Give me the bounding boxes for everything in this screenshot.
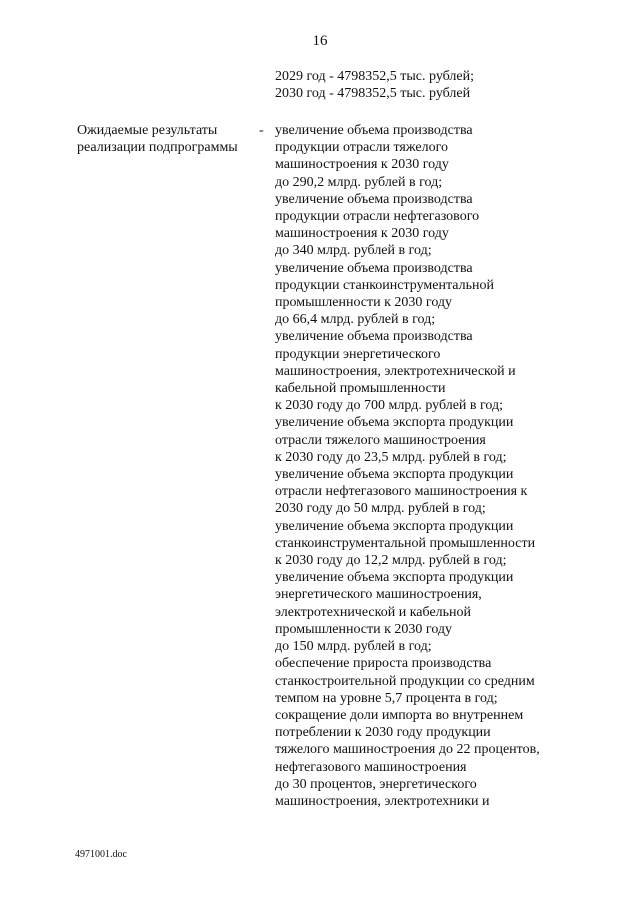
results-line: промышленности к 2030 году <box>275 295 453 311</box>
results-line: до 290,2 млрд. рублей в год; <box>275 174 443 190</box>
funding-line-2029: 2029 год - 4798352,5 тыс. рублей; <box>275 69 475 84</box>
results-label-line: Ожидаемые результаты <box>77 123 218 138</box>
results-line: темпом на уровне 5,7 процента в год; <box>275 690 498 706</box>
results-line: нефтегазового машиностроения <box>275 759 467 775</box>
results-line: увеличение объема экспорта продукции <box>275 415 514 431</box>
results-line: кабельной промышленности <box>275 381 446 397</box>
results-line: увеличение объема производства <box>275 260 473 276</box>
results-line: увеличение объема производства <box>275 191 473 207</box>
page-number: 16 <box>312 33 328 49</box>
results-line: энергетического машиностроения, <box>275 587 482 603</box>
results-line: продукции энергетического <box>275 346 441 362</box>
funding-line-2030: 2030 год - 4798352,5 тыс. рублей <box>275 86 471 102</box>
results-label <box>77 122 247 156</box>
results-line: 2030 году до 50 млрд. рублей в год; <box>275 501 486 517</box>
results-line: отрасли нефтегазового машиностроения к <box>275 484 528 500</box>
results-line: до 340 млрд. рублей в год; <box>275 243 432 259</box>
results-line: продукции станкоинструментальной <box>275 277 494 293</box>
results-line: станкоинструментальной промышленности <box>275 535 536 551</box>
results-line: отрасли тяжелого машиностроения <box>275 432 486 448</box>
results-line: машиностроения к 2030 году <box>275 157 449 173</box>
results-line: продукции отрасли нефтегазового <box>275 209 480 225</box>
results-line: к 2030 году до 12,2 млрд. рублей в год; <box>275 553 507 569</box>
results-line: увеличение объема производства <box>275 329 473 345</box>
results-line: увеличение объема экспорта продукции <box>275 518 514 534</box>
document-filename: 4971001.doc <box>75 849 127 860</box>
results-line: сокращение доли импорта во внутреннем <box>275 707 524 723</box>
results-line: обеспечение прироста производства <box>275 656 492 672</box>
funding-continuation <box>275 68 615 102</box>
results-line: тяжелого машиностроения до 22 процентов, <box>275 742 540 758</box>
results-line: к 2030 году до 700 млрд. рублей в год; <box>275 398 504 414</box>
results-label-line: реализации подпрограммы <box>77 140 238 156</box>
results-line: к 2030 году до 23,5 млрд. рублей в год; <box>275 449 507 465</box>
results-line: станкостроительной продукции со средним <box>275 673 535 689</box>
results-line: увеличение объема экспорта продукции <box>275 570 514 586</box>
results-line: машиностроения, электротехнической и <box>275 363 516 379</box>
results-line: промышленности к 2030 году <box>275 621 453 637</box>
results-line: до 150 млрд. рублей в год; <box>275 639 432 655</box>
results-line: увеличение объема производства <box>275 123 473 138</box>
label-dash: - <box>259 123 264 138</box>
results-line: до 30 процентов, энергетического <box>275 776 477 792</box>
results-line: электротехнической и кабельной <box>275 604 472 620</box>
results-line: до 66,4 млрд. рублей в год; <box>275 312 436 328</box>
results-line: машиностроения, электротехники и <box>275 793 490 809</box>
results-line: увеличение объема экспорта продукции <box>275 467 514 483</box>
expected-results-list <box>275 122 620 810</box>
results-line: потреблении к 2030 году продукции <box>275 725 491 741</box>
results-line: продукции отрасли тяжелого <box>275 140 448 156</box>
results-line: машиностроения к 2030 году <box>275 226 449 242</box>
